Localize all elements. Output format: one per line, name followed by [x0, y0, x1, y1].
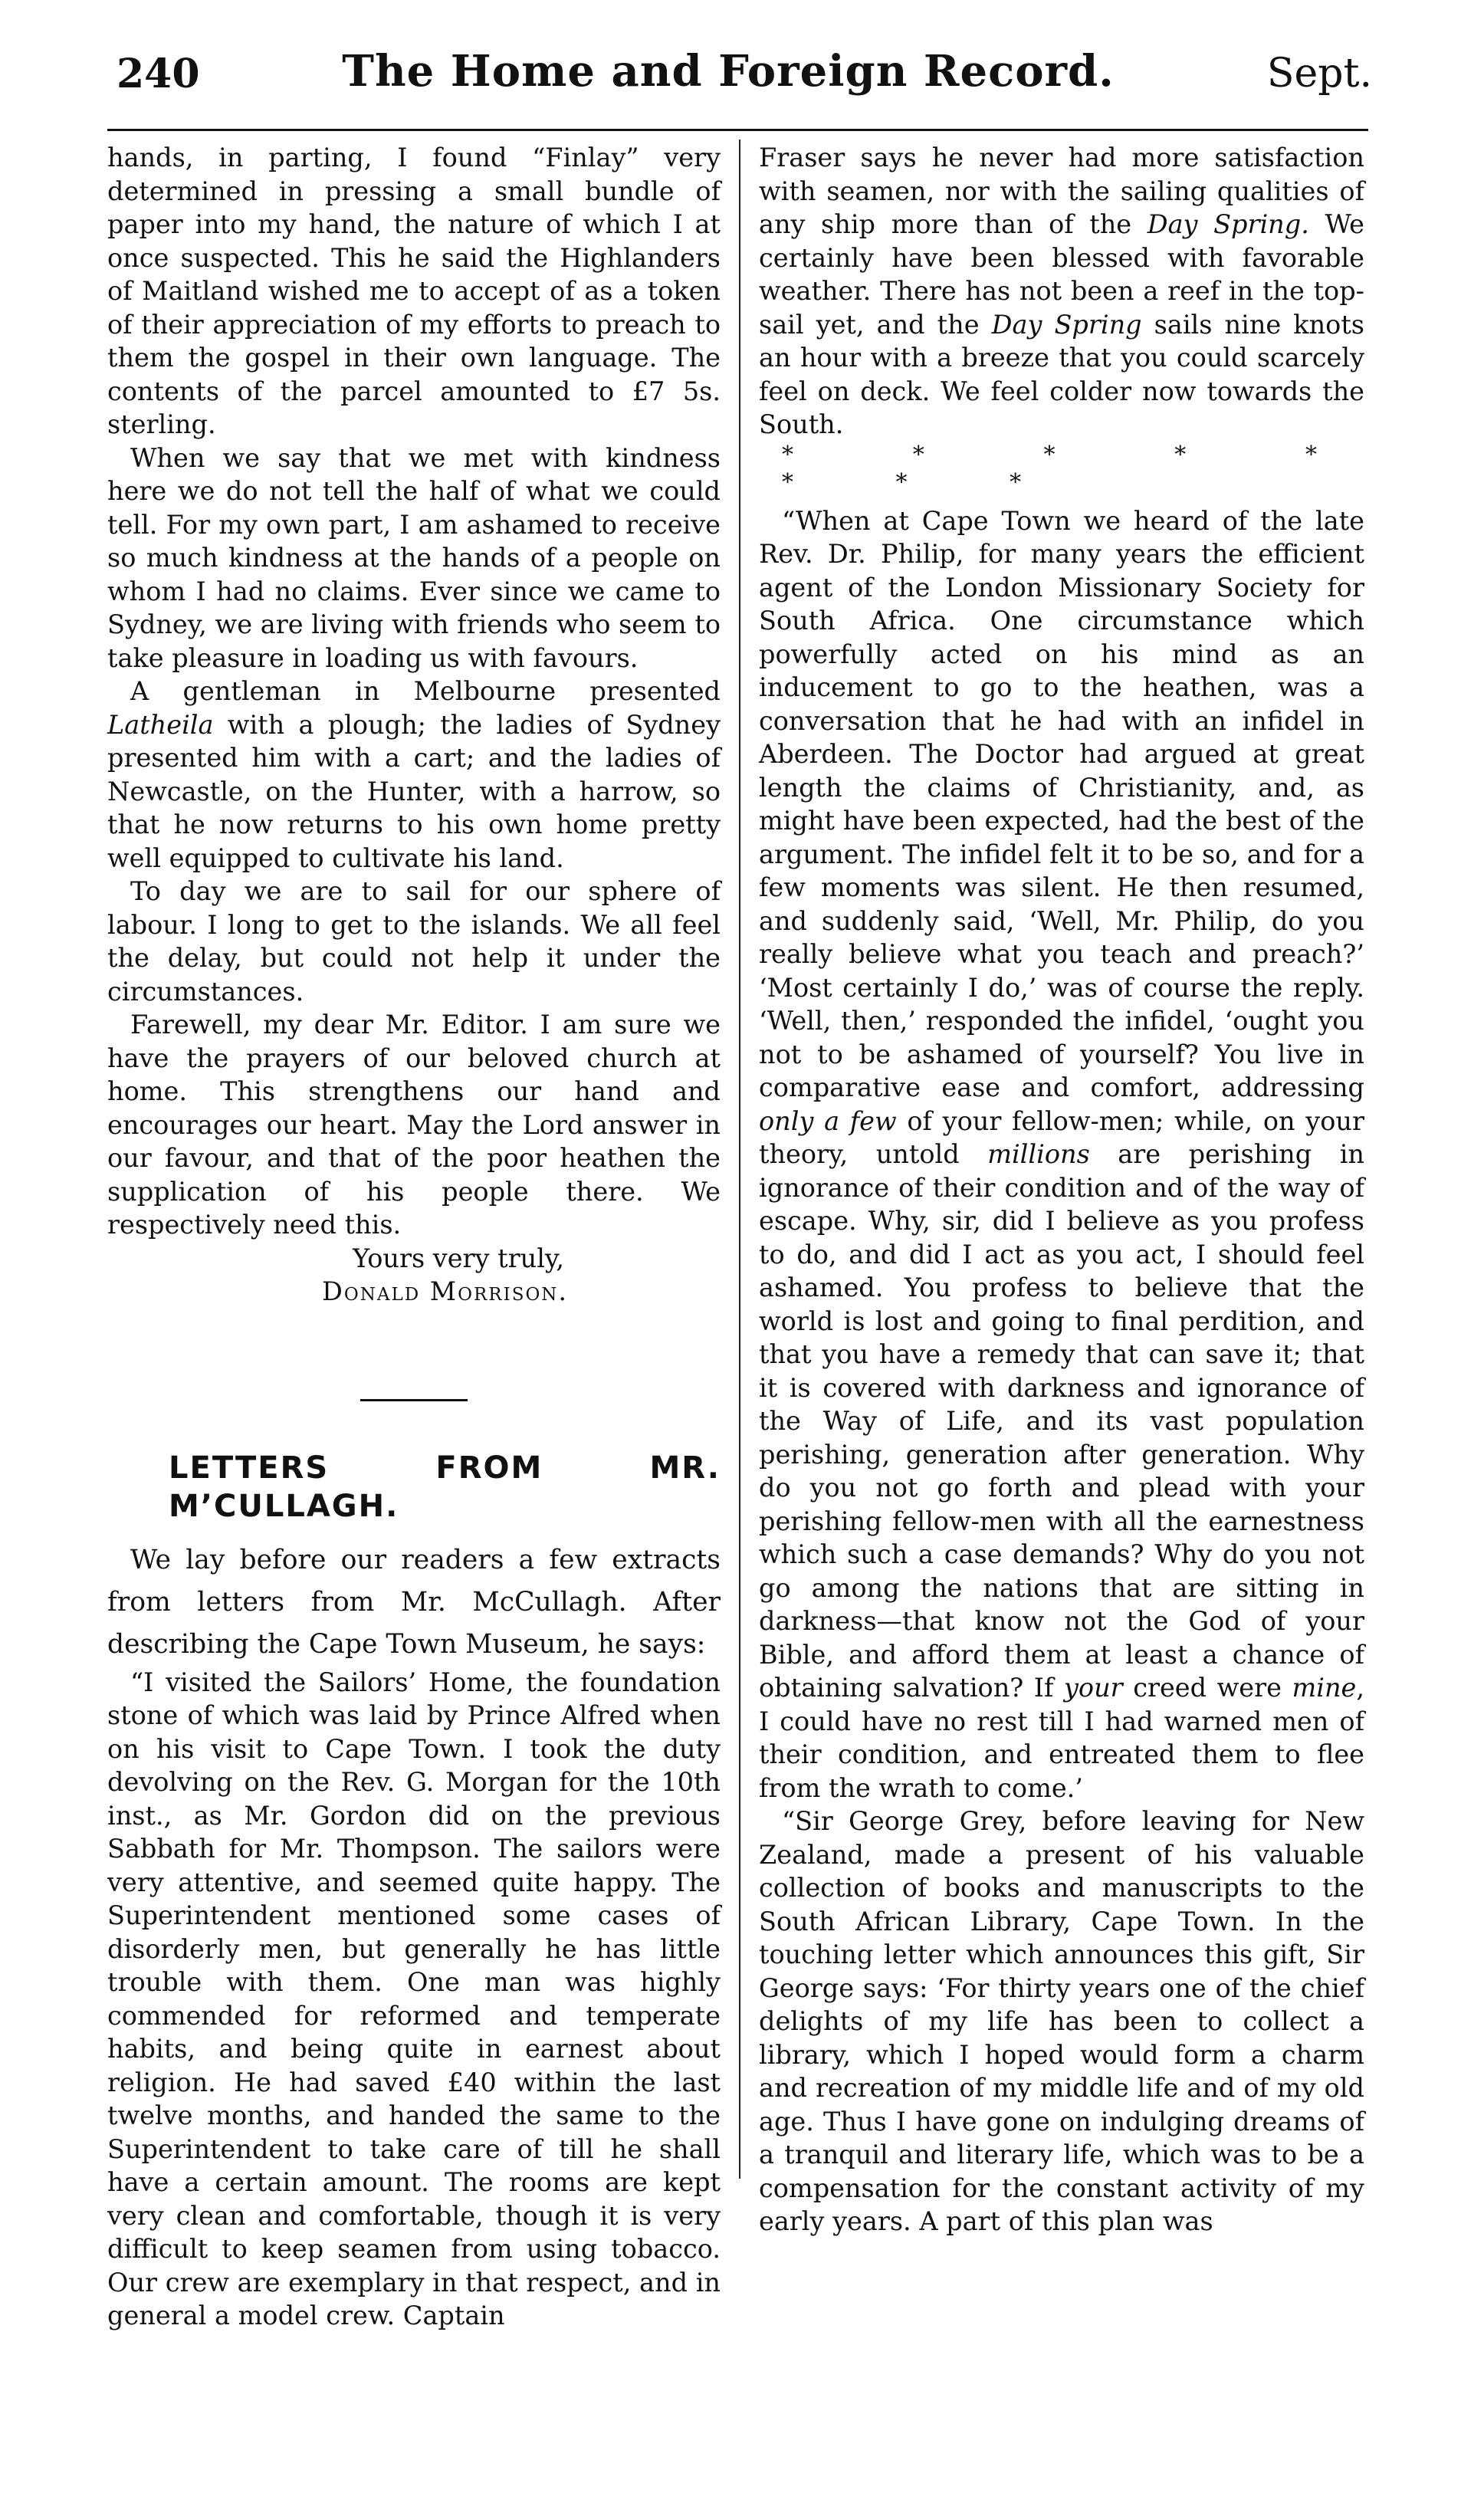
paragraph-fraser — [759, 141, 1364, 442]
gentleman-text-after: with a plough; the ladies of Sydney presented him with a cart; and the ladies of Newcastle, on the Hunter, with a harrow, so that he now returns to his own home pretty well equipped to cultivate his land. — [107, 709, 721, 873]
fraser-text-2: We certainly have been blessed with favorable weather. There has not been a reef in the top-sail yet, and the — [759, 209, 1364, 340]
left-column — [107, 141, 721, 2333]
signature: Donald Morrison. — [322, 1276, 569, 1306]
paragraph-gentleman — [107, 675, 721, 875]
page-header — [84, 44, 1372, 113]
closing-line: Yours very truly, — [353, 1243, 565, 1273]
philip-emphasis-1: only a few — [759, 1105, 897, 1136]
asterism-divider: * * * * * * * * — [782, 441, 1364, 496]
running-title: The Home and Foreign Record. — [342, 46, 1115, 97]
right-column — [759, 141, 1364, 2238]
philip-text-1: “When at Cape Town we heard of the late Rev. Dr. Philip, for many years the efficient agent of the London Missionary Society for South Africa. One circumstance which powerfully acted on his mind as an inducement to go to the heathen, was a conversation that he had with an infidel in Aberdeen. The Doctor had argued at great length the claims of Christianity, and, as might have been expected, had the best of the argument. The infidel felt it to be so, and for a few moments was silent. He then resumed, and suddenly said, ‘Well, Mr. Philip, do you really believe what you teach and preach?’ ‘Most certainly I do,’ was of course the reply. ‘Well, then,’ responded the infidel, ‘ought you not to be ashamed of yourself? You live in comparative ease and comfort, addressing — [759, 505, 1364, 1102]
philip-text-5: , I could have no rest till I had warned men of their condition, and entreated them to flee from the wrath to come.’ — [759, 1673, 1365, 1803]
page-number: 240 — [117, 51, 200, 97]
paragraph-sail: To day we are to sail for our sphere of labour. I long to get to the islands. We all feel the delay, but could not help it under the circumstances. — [107, 876, 721, 1007]
paragraph-farewell: Farewell, my dear Mr. Editor. I am sure we have the prayers of our beloved church at home. This strengthens our hand and encourages our heart. May the Lord answer in our favour, and that of the poor heathen the supplication of his people there. We respectively need this. — [107, 1010, 721, 1240]
philip-emphasis-4: mine — [1292, 1673, 1357, 1703]
philip-text-3: are perishing in ignorance of their condition and of the way of escape. Why, sir, did I believe as you profess to do, and did I act as you act, I should feel ashamed. You profess to believe that the world is lost and going to final perdition, and that you have a remedy that can save it; that it is covered with darkness and ignorance of the Way of Life, and its vast population perishing, generation after generation. Why do you not go forth and plead with your perishing fellow-men with all the earnestness which such a case demands? Why do you not go among the nations that are sitting in darkness—that know not the God of your Bible, and afford them at least a chance of obtaining salvation? If — [759, 1139, 1364, 1703]
paragraph-grey: “Sir George Grey, before leaving for New Zealand, made a present of his valuable collection of books and manuscripts to the South African Library, Cape Town. In the touching letter which announces this gift, Sir George says: ‘For thirty years one of the chief delights of my life has been to collect a library, which I hoped would form a charm and recreation of my middle life and of my old age. Thus I have gone on indulging dreams of a tranquil and literary life, which was to be a compensation for the constant activity of my early years. A part of this plan was — [759, 1806, 1364, 2236]
philip-text-4: creed were — [1122, 1673, 1292, 1703]
paragraph-kindness: When we say that we met with kindness here we do not tell the half of what we could tell. For my own part, I am ashamed to receive so much kindness at the hands of a people on whom I had no claims. Ever since we came to Sydney, we are living with friends who seem to take pleasure in loading us with favours. — [107, 442, 721, 673]
philip-emphasis-2: millions — [987, 1139, 1090, 1169]
ship-name-1: Day Spring. — [1147, 209, 1309, 239]
fraser-text-3: sails nine knots an hour with a breeze that you could scarcely feel on deck. We feel colder now towards the South. — [759, 309, 1364, 439]
paragraph-sailors-home: “I visited the Sailors’ Home, the foundation stone of which was laid by Prince Alfred when on his visit to Cape Town. I took the duty devolving on the Rev. G. Morgan for the 10th inst., as Mr. Gordon did on the previous Sabbath for Mr. Thompson. The sailors were very attentive, and seemed quite happy. The Superintendent mentioned some cases of disorderly men, but generally he has little trouble with them. One man was highly commended for reformed and temperate habits, and being quite in earnest about religion. He had saved £40 within the last twelve months, and handed the same to the Superintendent to take care of till he shall have a certain amount. The rooms are kept very clean and comfortable, though it is very difficult to keep seamen from using tobacco. Our crew are exemplary in that respect, and in general a model crew. Captain — [107, 1667, 721, 2330]
section-divider — [360, 1399, 468, 1401]
gentleman-name: Latheila — [107, 709, 214, 740]
paragraph-intro: We lay before our readers a few extracts from letters from Mr. McCullagh. After describing the Cape Town Museum, he says: — [107, 1544, 721, 1660]
fraser-text-1: Fraser says he never had more satisfaction with seamen, nor with the sailing qualities of any ship more than of the — [759, 143, 1364, 239]
issue-month: Sept. — [1266, 51, 1372, 97]
gentleman-text-before: A gentleman in Melbourne presented — [130, 676, 721, 706]
header-rule — [107, 129, 1368, 131]
section-heading: LETTERS FROM MR. M’CULLAGH. — [169, 1450, 721, 1524]
ship-name-2: Day Spring — [991, 309, 1142, 340]
paragraph-finlay: hands, in parting, I found “Finlay” very determined in pressing a small bundle of paper into my hand, the nature of which I at once suspected. This he said the Highlanders of Maitland wished me to accept of as a token of their appreciation of my efforts to preach to them the gospel in their own language. The contents of the parcel amounted to £7 5s. sterling. — [107, 143, 721, 439]
philip-emphasis-3: your — [1063, 1673, 1123, 1703]
philip-text-2: of your fellow-men; while, on your theory, untold — [759, 1105, 1364, 1169]
paragraph-philip — [759, 504, 1364, 1805]
column-divider — [739, 140, 740, 2179]
